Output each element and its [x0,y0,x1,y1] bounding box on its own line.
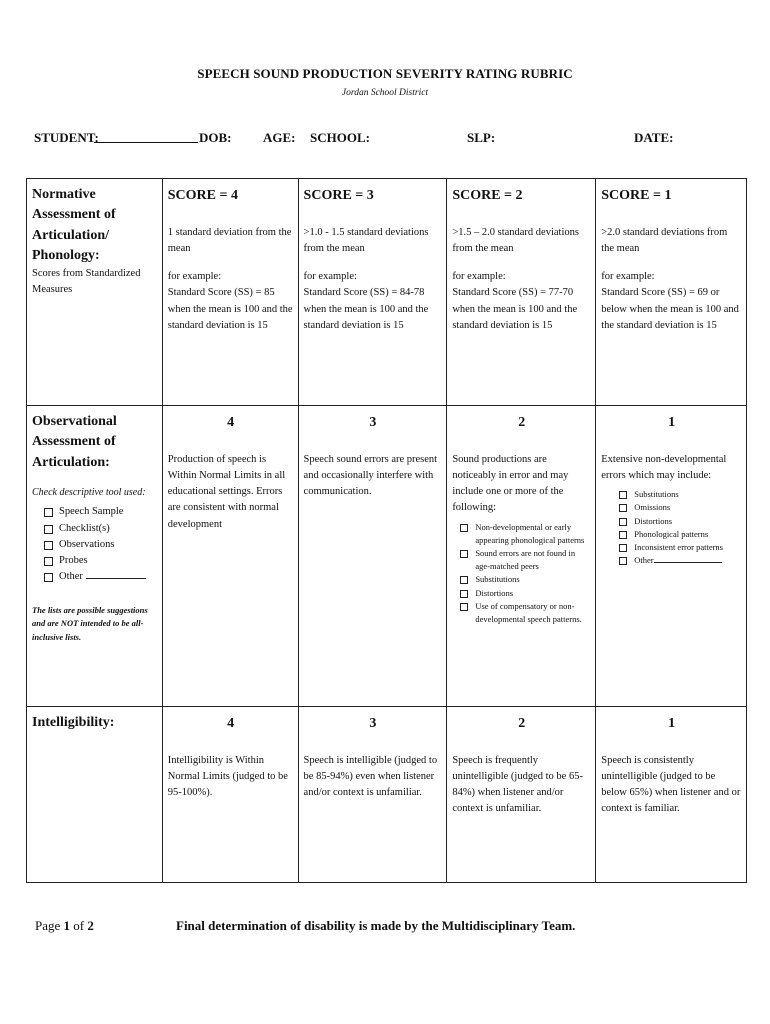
list-item[interactable]: Omissions [619,501,742,514]
score-desc: >2.0 standard deviations from the mean [601,226,728,254]
normative-header-cell [27,179,163,406]
list-item[interactable]: Substitutions [619,488,742,501]
score-label: 3 [369,415,377,430]
intelligibility-score-4-cell [162,707,298,883]
score-label: 4 [227,415,235,430]
page-indicator: Page 1 of 2 [35,918,94,933]
score-desc: Intelligibility is Within Normal Limits (judged to be 95-100%). [167,754,288,799]
table-row-observational [27,406,747,707]
list-item[interactable]: Other [619,554,742,567]
tool-checkbox-checklists[interactable]: Checklist(s) [44,521,158,537]
normative-score-1-cell [596,179,747,406]
example-text: Standard Score (SS) = 77-70 when the mean is 100 and the standard deviation is 15 [452,287,578,332]
intelligibility-score-3-cell [298,707,447,883]
student-info-fields [34,130,744,150]
list-item[interactable]: Non-developmental or early appearing phonological patterns [460,521,591,547]
observational-score-4-cell [162,406,298,707]
score-1-checklist [619,488,742,567]
student-input[interactable] [94,130,198,143]
rubric-table [26,178,747,883]
observational-score-2-cell [447,406,596,707]
score-2-checklist [460,521,591,626]
score-desc: >1.0 - 1.5 standard deviations from the mean [303,226,429,254]
score-desc: Speech is frequently unintelligible (judged to be 65-84%) when listener and/or context is unfamiliar. [452,754,583,815]
normative-score-4-cell [162,179,298,406]
tool-checklist [44,504,158,585]
tool-checkbox-speech-sample[interactable]: Speech Sample [44,504,158,520]
list-item[interactable]: Inconsistent error patterns [619,541,742,554]
list-item[interactable]: Phonological patterns [619,528,742,541]
example-label: for example: [452,271,506,283]
other-blank[interactable] [654,554,722,563]
example-label: for example: [601,271,655,283]
score-desc: Speech is consistently unintelligible (judged to be below 65%) when listener and or context is familiar. [601,754,741,815]
other-blank[interactable] [86,570,146,579]
normative-title: Normative Assessment of Articulation/ Phonology: [32,187,116,263]
school-label: SCHOOL: [310,130,370,145]
score-desc: Extensive non-developmental errors which may include: [601,453,727,481]
example-text: Standard Score (SS) = 84-78 when the mean is 100 and the standard deviation is 15 [303,287,429,332]
score-label: SCORE = 4 [167,188,238,203]
score-desc: Speech is intelligible (judged to be 85-94%) even when listener and/or context is unfamiliar. [303,754,438,799]
normative-score-3-cell [298,179,447,406]
example-text: Standard Score (SS) = 85 when the mean is 100 and the standard deviation is 15 [167,287,293,332]
score-label: 3 [369,716,377,731]
document-title: SPEECH SOUND PRODUCTION SEVERITY RATING RUBRIC [197,66,573,81]
observational-header-cell [27,406,163,707]
example-label: for example: [167,271,222,283]
list-item[interactable]: Distortions [460,587,591,600]
score-label: 2 [518,716,526,731]
intelligibility-title: Intelligibility: [32,715,115,730]
list-item[interactable]: Substitutions [460,573,591,586]
list-item[interactable]: Distortions [619,515,742,528]
score-label: 2 [518,415,526,430]
example-text: Standard Score (SS) = 69 or below when the mean is 100 and the standard deviation is 15 [601,287,739,332]
table-row-intelligibility [27,707,747,883]
example-label: for example: [303,271,357,283]
observational-score-3-cell [298,406,447,707]
intelligibility-score-2-cell [447,707,596,883]
student-label: STUDENT: [34,130,99,145]
observational-score-1-cell [596,406,747,707]
check-tool-label: Check descriptive tool used: [32,486,146,498]
score-label: SCORE = 1 [601,188,672,203]
score-desc: Speech sound errors are present and occasionally interfere with communication. [303,453,438,498]
tool-checkbox-other[interactable]: Other [44,569,158,585]
lists-note: The lists are possible suggestions and are NOT intended to be all-inclusive lists. [32,604,148,642]
intelligibility-header-cell [27,707,163,883]
tool-checkbox-probes[interactable]: Probes [44,553,158,569]
age-label: AGE: [263,130,296,145]
intelligibility-score-1-cell [596,707,747,883]
slp-label: SLP: [467,130,496,145]
score-desc: Production of speech is Within Normal Limits in all educational settings. Errors are consistent with normal development [167,453,286,530]
district-name: Jordan School District [341,88,429,98]
score-label: 1 [668,415,676,430]
observational-title: Observational Assessment of Articulation: [32,414,117,470]
date-label: DATE: [634,130,674,145]
footer-note: Final determination of disability is made by the Multidisciplinary Team. [176,918,576,933]
score-desc: >1.5 – 2.0 standard deviations from the mean [452,226,579,254]
dob-label: DOB: [199,130,232,145]
score-label: SCORE = 3 [303,188,374,203]
score-label: 4 [227,716,235,731]
normative-score-2-cell [447,179,596,406]
score-label: SCORE = 2 [452,188,523,203]
list-item[interactable]: Use of compensatory or non-developmental speech patterns. [460,600,591,626]
tool-checkbox-observations[interactable]: Observations [44,537,158,553]
normative-subtitle: Scores from Standardized Measures [32,268,141,296]
score-desc: 1 standard deviation from the mean [167,226,292,254]
table-row-normative [27,179,747,406]
score-desc: Sound productions are noticeably in error and may include one or more of the following: [452,453,569,514]
list-item[interactable]: Sound errors are not found in age-matched peers [460,547,591,573]
score-label: 1 [668,716,676,731]
